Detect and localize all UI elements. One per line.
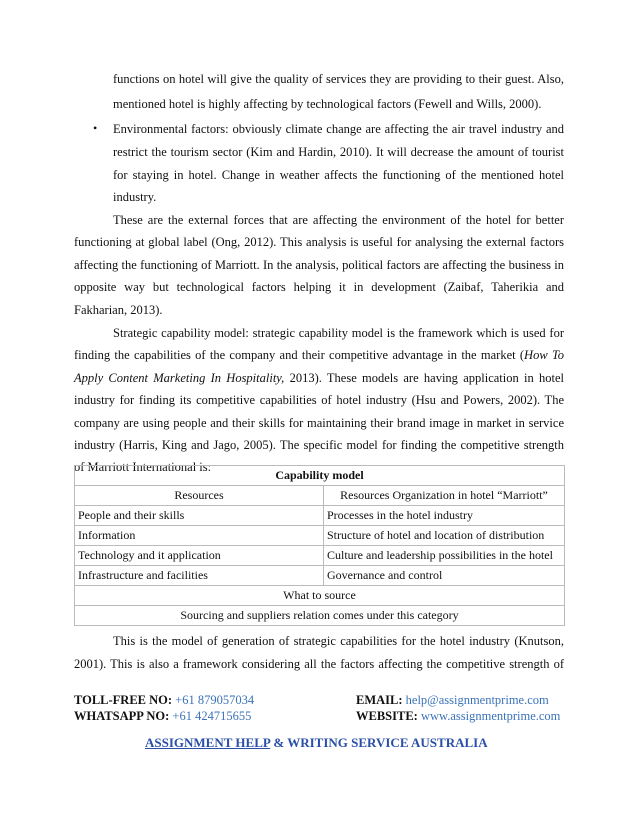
table-title-row <box>75 466 565 486</box>
whatsapp-number[interactable]: +61 424715655 <box>172 709 252 723</box>
table-row <box>75 566 565 586</box>
footer-email <box>356 693 549 708</box>
body-line: 2001). This is also a framework considering all the factors affecting the competitive strength of <box>74 657 564 671</box>
body-line: functions on hotel will give the quality of services they are providing to their guest. Also, <box>113 72 564 86</box>
email-link[interactable]: help@assignmentprime.com <box>405 693 549 707</box>
table-cell: Governance and control <box>324 566 565 586</box>
body-line: mentioned hotel is highly affecting by technological factors (Fewell and Wills, 2000). <box>113 97 542 111</box>
table-row <box>75 526 565 546</box>
table-cell: Technology and it application <box>75 546 324 566</box>
brand-text: WRITING SERVICE AUSTRALIA <box>287 735 488 750</box>
capability-model-table <box>74 465 565 626</box>
body-line: These are the external forces that are affecting the environment of the hotel for better <box>113 213 564 227</box>
body-line <box>74 347 564 363</box>
website-label: WEBSITE: <box>356 709 418 723</box>
table-cell: Structure of hotel and location of distribution <box>324 526 565 546</box>
footer-whatsapp <box>74 709 251 724</box>
brand-link[interactable]: ASSIGNMENT HELP <box>145 735 271 750</box>
body-line: of Marriott International is: <box>74 460 212 474</box>
table-cell: People and their skills <box>75 506 324 526</box>
table-header-row <box>75 486 565 506</box>
tollfree-number[interactable]: +61 879057034 <box>175 693 255 707</box>
citation-italic: Apply Content Marketing In Hospitality, <box>74 371 285 385</box>
body-line: This is the model of generation of strategic capabilities for the hotel industry (Knutson, <box>113 634 564 648</box>
table-cell: Information <box>75 526 324 546</box>
body-line: affecting the functioning of Marriott. In the analysis, political factors are affecting the business in <box>74 258 564 272</box>
body-text: 2013). These models are having application in hotel <box>284 371 564 385</box>
table-row <box>75 606 565 626</box>
brand-amp: & <box>270 735 288 750</box>
body-line: company are using people and their skills for maintaining their brand image in market in service <box>74 416 564 430</box>
body-line <box>74 370 564 386</box>
table-title: Capability model <box>75 466 565 486</box>
body-line: Environmental factors: obviously climate change are affecting the air travel industry and <box>113 122 564 136</box>
table-row <box>75 506 565 526</box>
table-header-cell: Resources <box>75 486 324 506</box>
table-row <box>75 586 565 606</box>
body-line: for staying in hotel. Change in weather affects the functioning of the mentioned hotel <box>113 168 564 182</box>
footer-website <box>356 709 560 724</box>
table-cell: Sourcing and suppliers relation comes under this category <box>75 606 565 626</box>
email-label: EMAIL: <box>356 693 403 707</box>
brand-banner <box>145 735 488 751</box>
tollfree-label: TOLL-FREE NO: <box>74 693 173 707</box>
table-cell: Infrastructure and facilities <box>75 566 324 586</box>
bullet-icon: • <box>93 121 98 135</box>
table-cell: Culture and leadership possibilities in the hotel <box>324 546 565 566</box>
table-cell: What to source <box>75 586 565 606</box>
citation-italic: How To <box>524 348 565 362</box>
body-line: Fakharian, 2013). <box>74 303 163 317</box>
table-cell: Processes in the hotel industry <box>324 506 565 526</box>
table-header-cell: Resources Organization in hotel “Marriott” <box>324 486 565 506</box>
body-line: Strategic capability model: strategic capability model is the framework which is used for <box>113 326 564 340</box>
body-line: industry for finding its competitive capabilities of hotel industry (Hsu and Powers, 2002). The <box>74 393 564 407</box>
table-row <box>75 546 565 566</box>
body-line: functioning at global label (Ong, 2012). This analysis is useful for analysing the external factors <box>74 235 564 249</box>
whatsapp-label: WHATSAPP NO: <box>74 709 170 723</box>
footer-tollfree <box>74 693 254 708</box>
body-line: restrict the tourism sector (Kim and Hardin, 2010). It will decrease the amount of tourist <box>113 145 564 159</box>
website-link[interactable]: www.assignmentprime.com <box>420 709 561 723</box>
body-line: industry. <box>113 190 157 204</box>
body-line: opposite way but technological factors helping it in development (Zaibaf, Taherikia and <box>74 280 564 294</box>
body-text: finding the capabilities of the company and their competitive advantage in the market ( <box>74 348 525 362</box>
body-line: industry (Harris, King and Jago, 2005). The specific model for finding the competitive strength <box>74 438 564 452</box>
